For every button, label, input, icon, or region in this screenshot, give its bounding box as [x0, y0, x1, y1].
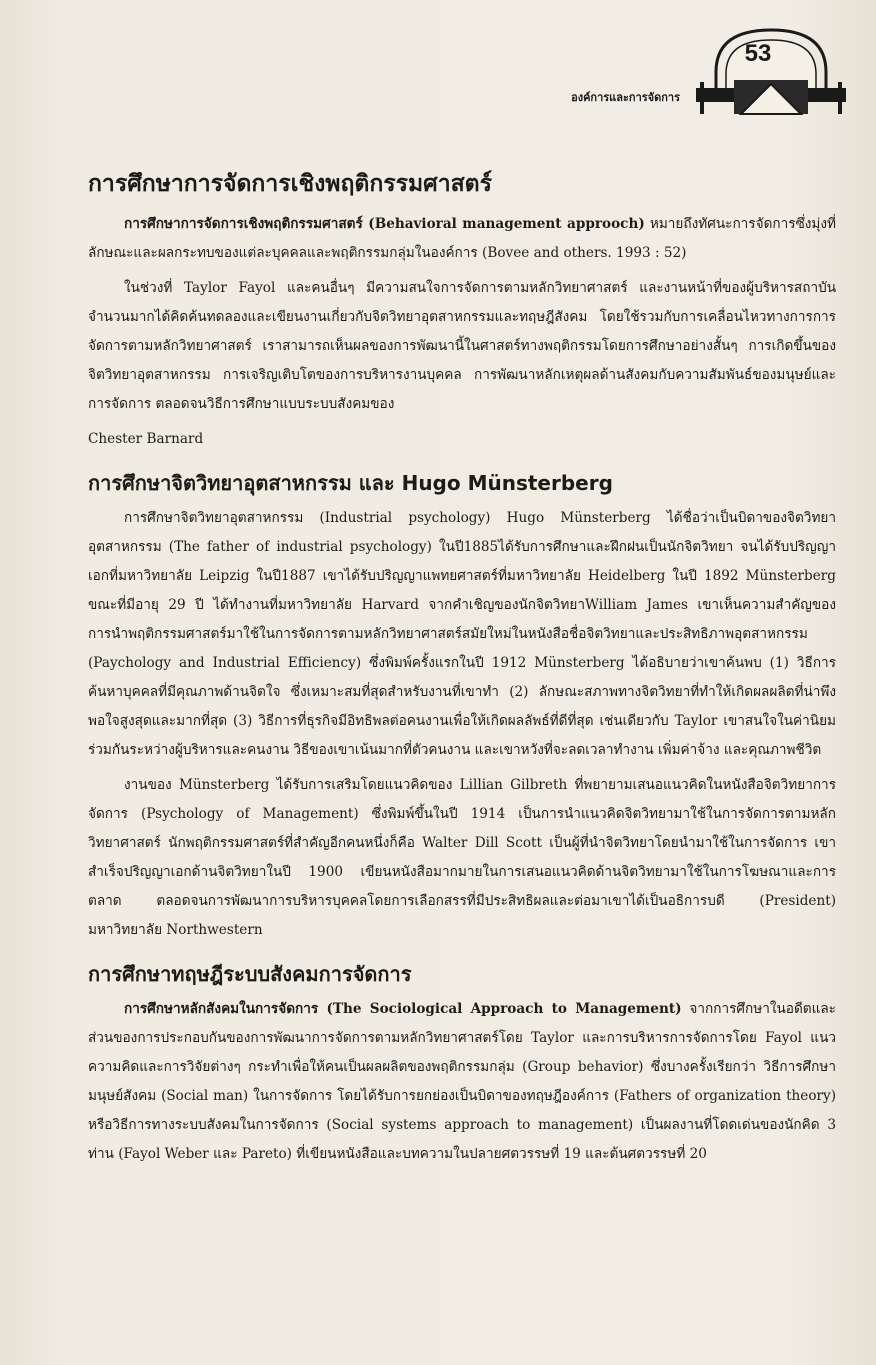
paragraph-text: Chester Barnard [88, 431, 204, 447]
paragraph-text: งานของ Münsterberg ได้รับการเสริมโดยแนวคิดของ Lillian Gilbreth ที่พยายามเสนอแนวคิดในหนังสือจิตวิทยาการจัดการ (Psychology of Management) ซึ่งพิมพ์ขึ้นในปี 1914 เป็นการนำแนวคิดจิตวิทยามาใช้ในการจัดการตามหลักวิทยาศาสตร์ นักพฤติกรรมศาสตร์ที่สำคัญอีกคนหนึ่งก็คือ Walter Dill Scott เป็นผู้ที่นำจิตวิทยาโดยนำมาใช้ในการจัดการ เขาสำเร็จปริญญาเอกด้านจิตวิทยาในปี 1900 เขียนหนังสือมากมายในการเสนอแนวคิดด้านจิตวิทยามาใช้ในการโฆษณาและการตลาด ตลอดจนการพัฒนาการบริหารบุคคลโดยการเลือกสรรที่มีประสิทธิผลและต่อมาเขาได้เป็นอธิการบดี (President) มหาวิทยาลัย Northwestern [88, 777, 836, 938]
paragraph-text: จากการศึกษาในอดีตและส่วนของการประกอบกันของการพัฒนาการจัดการตามหลักวิทยาศาสตร์โดย Taylor และการบริหารการจัดการโดย Fayol แนวความคิดและการวิจัยต่างๆ กระทำเพื่อให้คนเป็นผลผลิตของพฤติกรรมกลุ่ม (Group behavior) ซึ่งบางครั้งเรียกว่า วิธีการศึกษามนุษย์สังคม (Social man) ในการจัดการ โดยได้รับการยกย่องเป็นบิดาของทฤษฎีองค์การ (Fathers of organization theory) หรือวิธีการทางระบบสังคมในการจัดการ (Social systems approach to management) เป็นผลงานที่โดดเด่นของนักคิด 3 ท่าน (Fayol Weber และ Pareto) ที่เขียนหนังสือและบทความในปลายศตวรรษที่ 19 และต้นศตวรรษที่ 20 [88, 1001, 836, 1162]
paragraph [88, 210, 836, 268]
paragraph [88, 771, 836, 945]
paragraph [88, 274, 836, 419]
section-title-behavioral: การศึกษาการจัดการเชิงพฤติกรรมศาสตร์ [88, 171, 492, 197]
paragraph-text: หมายถึงทัศนะการจัดการซึ่งมุ่งที่ลักษณะและผลกระทบของแต่ละบุคคลและพฤติกรรมกลุ่มในองค์การ (Bovee and others. 1993 : 52) [88, 216, 836, 261]
paragraph-lead: การศึกษาหลักสังคมในการจัดการ (The Sociological Approach to Management) [124, 1001, 682, 1017]
page-number: 53 [744, 40, 772, 67]
paragraph [88, 425, 836, 454]
page-content [88, 160, 836, 1175]
paragraph-text: การศึกษาจิตวิทยาอุตสาหกรรม (Industrial psychology) Hugo Münsterberg ได้ชื่อว่าเป็นบิดาของจิตวิทยาอุตสาหกรรม (The father of industrial psychology) ในปี1885ได้รับการศึกษาและฝึกฝนเป็นนักจิตวิทยา จนได้รับปริญญาเอกที่มหาวิทยาลัย Leipzig ในปี1887 เขาได้รับปริญญาแพทยศาสตร์ที่มหาวิทยาลัย Heidelberg ในปี 1892 Münsterberg ขณะที่มีอายุ 29 ปี ได้ทำงานที่มหาวิทยาลัย Harvard จากคำเชิญของนักจิตวิทยาWilliam James เขาเห็นความสำคัญของการนำพฤติกรรมศาสตร์มาใช้ในการจัดการตามหลักวิทยาศาสตร์สมัยใหม่ในหนังสือชื่อจิตวิทยาและประสิทธิภาพอุตสาหกรรม (Paychology and Industrial Efficiency) ซึ่งพิมพ์ครั้งแรกในปี 1912 Münsterberg ได้อธิบายว่าเขาค้นพบ (1) วิธีการค้นหาบุคคลที่มีคุณภาพด้านจิตใจ ซึ่งเหมาะสมที่สุดสำหรับงานที่เขาทำ (2) ลักษณะสภาพทางจิตวิทยาที่ทำให้เกิดผลผลิตที่น่าพึงพอใจสูงสุดและมากที่สุด (3) วิธีการที่ธุรกิจมีอิทธิพลต่อคนงานเพื่อให้เกิดผลลัพธ์ที่ดีที่สุด เช่นเดียวกับ Taylor เขาสนใจในค่านิยมร่วมกันระหว่างผู้บริหารและคนงาน วิธีของเขาเน้นมากที่ตัวคนงาน และเขาหวังที่จะลดเวลาทำงาน เพิ่มค่าจ้าง และคุณภาพชีวิต [88, 510, 836, 758]
section-title-industrial-psychology: การศึกษาจิตวิทยาอุตสาหกรรม และ Hugo Münsterberg [88, 471, 613, 495]
running-header: องค์การและการจัดการ [571, 91, 680, 104]
section-title-social-systems: การศึกษาทฤษฎีระบบสังคมการจัดการ [88, 962, 412, 986]
paragraph [88, 504, 836, 765]
paragraph [88, 995, 836, 1169]
paragraph-lead: การศึกษาการจัดการเชิงพฤติกรรมศาสตร์ (Behavioral management approoch) [124, 216, 645, 232]
paragraph-text: ในช่วงที่ Taylor Fayol และคนอื่นๆ มีความสนใจการจัดการตามหลักวิทยาศาสตร์ และงานหน้าที่ของผู้บริหารสถาบันจำนวนมากได้คิดค้นทดลองและเขียนงานเกี่ยวกับจิตวิทยาอุตสาหกรรมและทฤษฎีสังคม โดยใช้รวมกับการเคลื่อนไหวทางการการจัดการตามหลักวิทยาศาสตร์ เราสามารถเห็นผลของการพัฒนานี้ในศาสตร์ทางพฤติกรรมโดยการศึกษาอย่างสั้นๆ การเกิดขึ้นของจิตวิทยาอุตสาหกรรม การเจริญเติบโตของการบริหารงานบุคคล การพัฒนาหลักเหตุผลด้านสังคมกับความสัมพันธ์ของมนุษย์และการจัดการ ตลอดจนวิธีการศึกษาแบบระบบสังคมของ [88, 280, 836, 412]
page-emblem-icon [696, 22, 846, 122]
